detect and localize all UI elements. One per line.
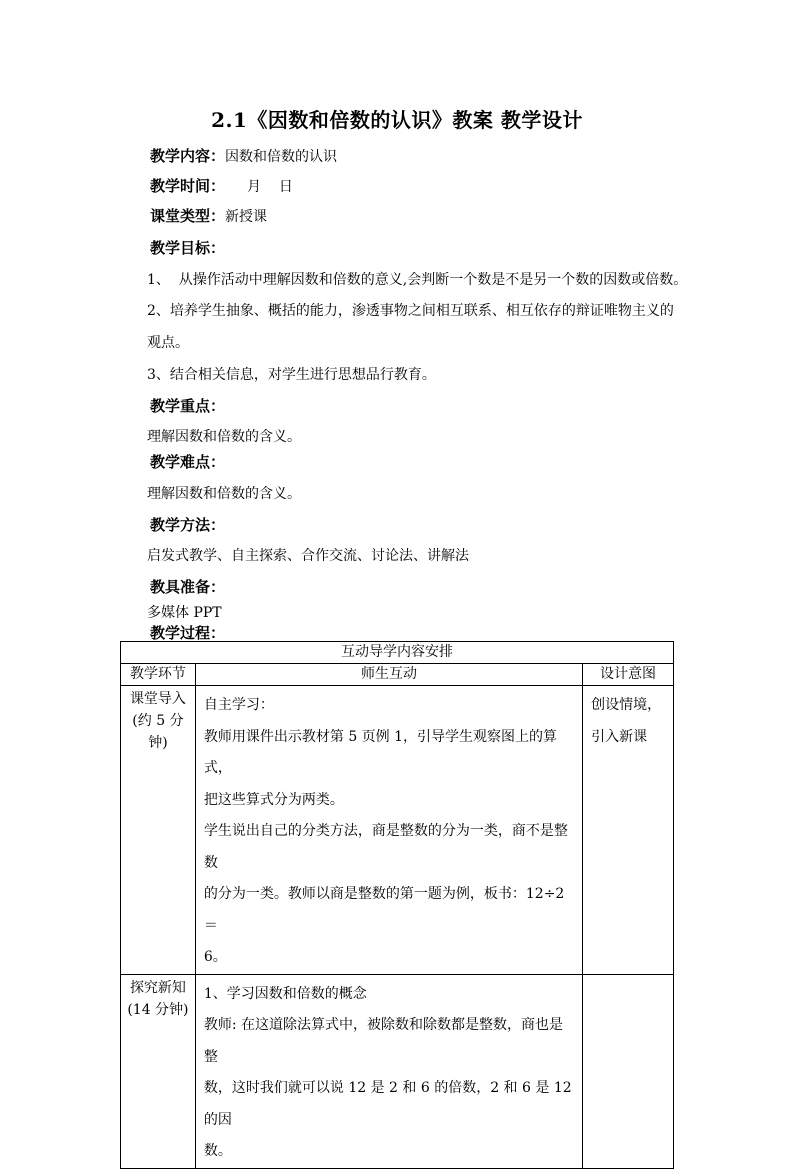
interaction-line: 自主学习：	[203, 697, 274, 713]
interaction-line: 教师: 在这道除法算式中，被除数和除数都是整数，商也是整	[203, 1017, 564, 1065]
time-value: 月 日	[247, 179, 293, 195]
stage-cell	[121, 686, 196, 975]
interaction-line: 数，这时我们就可以说 12 是 2 和 6 的倍数，2 和 6 是 12 的因	[203, 1080, 572, 1128]
header-interaction: 师生互动	[195, 664, 582, 686]
interaction-line: 数。	[203, 1143, 232, 1159]
difficulty-value: 理解因数和倍数的含义。	[147, 486, 301, 502]
interaction-line: 1、学习因数和倍数的概念	[203, 985, 367, 1002]
content-label: 教学内容：	[150, 147, 226, 165]
type-label: 课堂类型：	[150, 207, 226, 225]
table-row	[121, 974, 674, 1168]
intent-line: 引入新课	[591, 728, 648, 745]
stage-cell	[121, 974, 196, 1168]
interaction-cell	[195, 686, 582, 975]
difficulty-label: 教学难点：	[150, 453, 226, 471]
type-row	[150, 205, 267, 226]
intent-line: 创设情境，	[591, 697, 662, 713]
method-value: 启发式教学、自主探索、合作交流、讨论法、讲解法	[147, 548, 469, 564]
goal-line-3: 观点。	[147, 335, 189, 351]
type-value: 新授课	[225, 209, 268, 225]
interaction-line: 的分为一类。教师以商是整数的第一题为例，板书：12÷2＝	[203, 886, 565, 934]
stage-line: 课堂导入	[129, 691, 186, 707]
interaction-line: 教师用课件出示教材第 5 页例 1，引导学生观察图上的算式，	[203, 728, 558, 776]
document-title: 2.1《因数和倍数的认识》教案 教学设计	[211, 108, 583, 132]
intent-cell	[583, 974, 674, 1168]
key-label: 教学重点：	[150, 397, 226, 415]
header-stage: 教学环节	[121, 664, 196, 686]
stage-line: 探究新知	[129, 979, 186, 996]
interaction-line: 把这些算式分为两类。	[203, 791, 344, 808]
interaction-line: 6。	[203, 949, 227, 965]
stage-line: (约 5 分	[132, 713, 184, 729]
goal-line-2: 2、培养学生抽象、概括的能力，渗透事物之间相互联系、相互依存的辩证唯物主义的	[147, 303, 674, 319]
content-row	[150, 145, 337, 166]
time-label: 教学时间：	[150, 177, 226, 195]
interaction-line: 学生说出自己的分类方法，商是整数的分为一类，商不是整数	[203, 823, 568, 871]
goal-line-1: 1、 从操作活动中理解因数和倍数的意义,会判断一个数是不是另一个数的因数或倍数。	[147, 272, 688, 288]
time-row	[150, 175, 293, 196]
table-row	[121, 686, 674, 975]
tools-value: 多媒体 PPT	[147, 605, 222, 621]
interaction-cell	[195, 974, 582, 1168]
intent-cell	[583, 686, 674, 975]
process-label: 教学过程：	[150, 624, 226, 642]
key-value: 理解因数和倍数的含义。	[147, 429, 301, 445]
goals-label: 教学目标：	[150, 239, 226, 257]
goal-line-4: 3、结合相关信息，对学生进行思想品行教育。	[147, 367, 436, 383]
content-value: 因数和倍数的认识	[225, 149, 338, 165]
stage-line: (14 分钟)	[127, 1001, 189, 1018]
method-label: 教学方法：	[150, 516, 226, 534]
tools-label: 教具准备：	[150, 578, 226, 596]
table-caption: 互动导学内容安排	[121, 642, 674, 664]
lesson-table	[120, 641, 674, 1169]
stage-line: 钟)	[148, 735, 168, 751]
header-intent: 设计意图	[583, 664, 674, 686]
